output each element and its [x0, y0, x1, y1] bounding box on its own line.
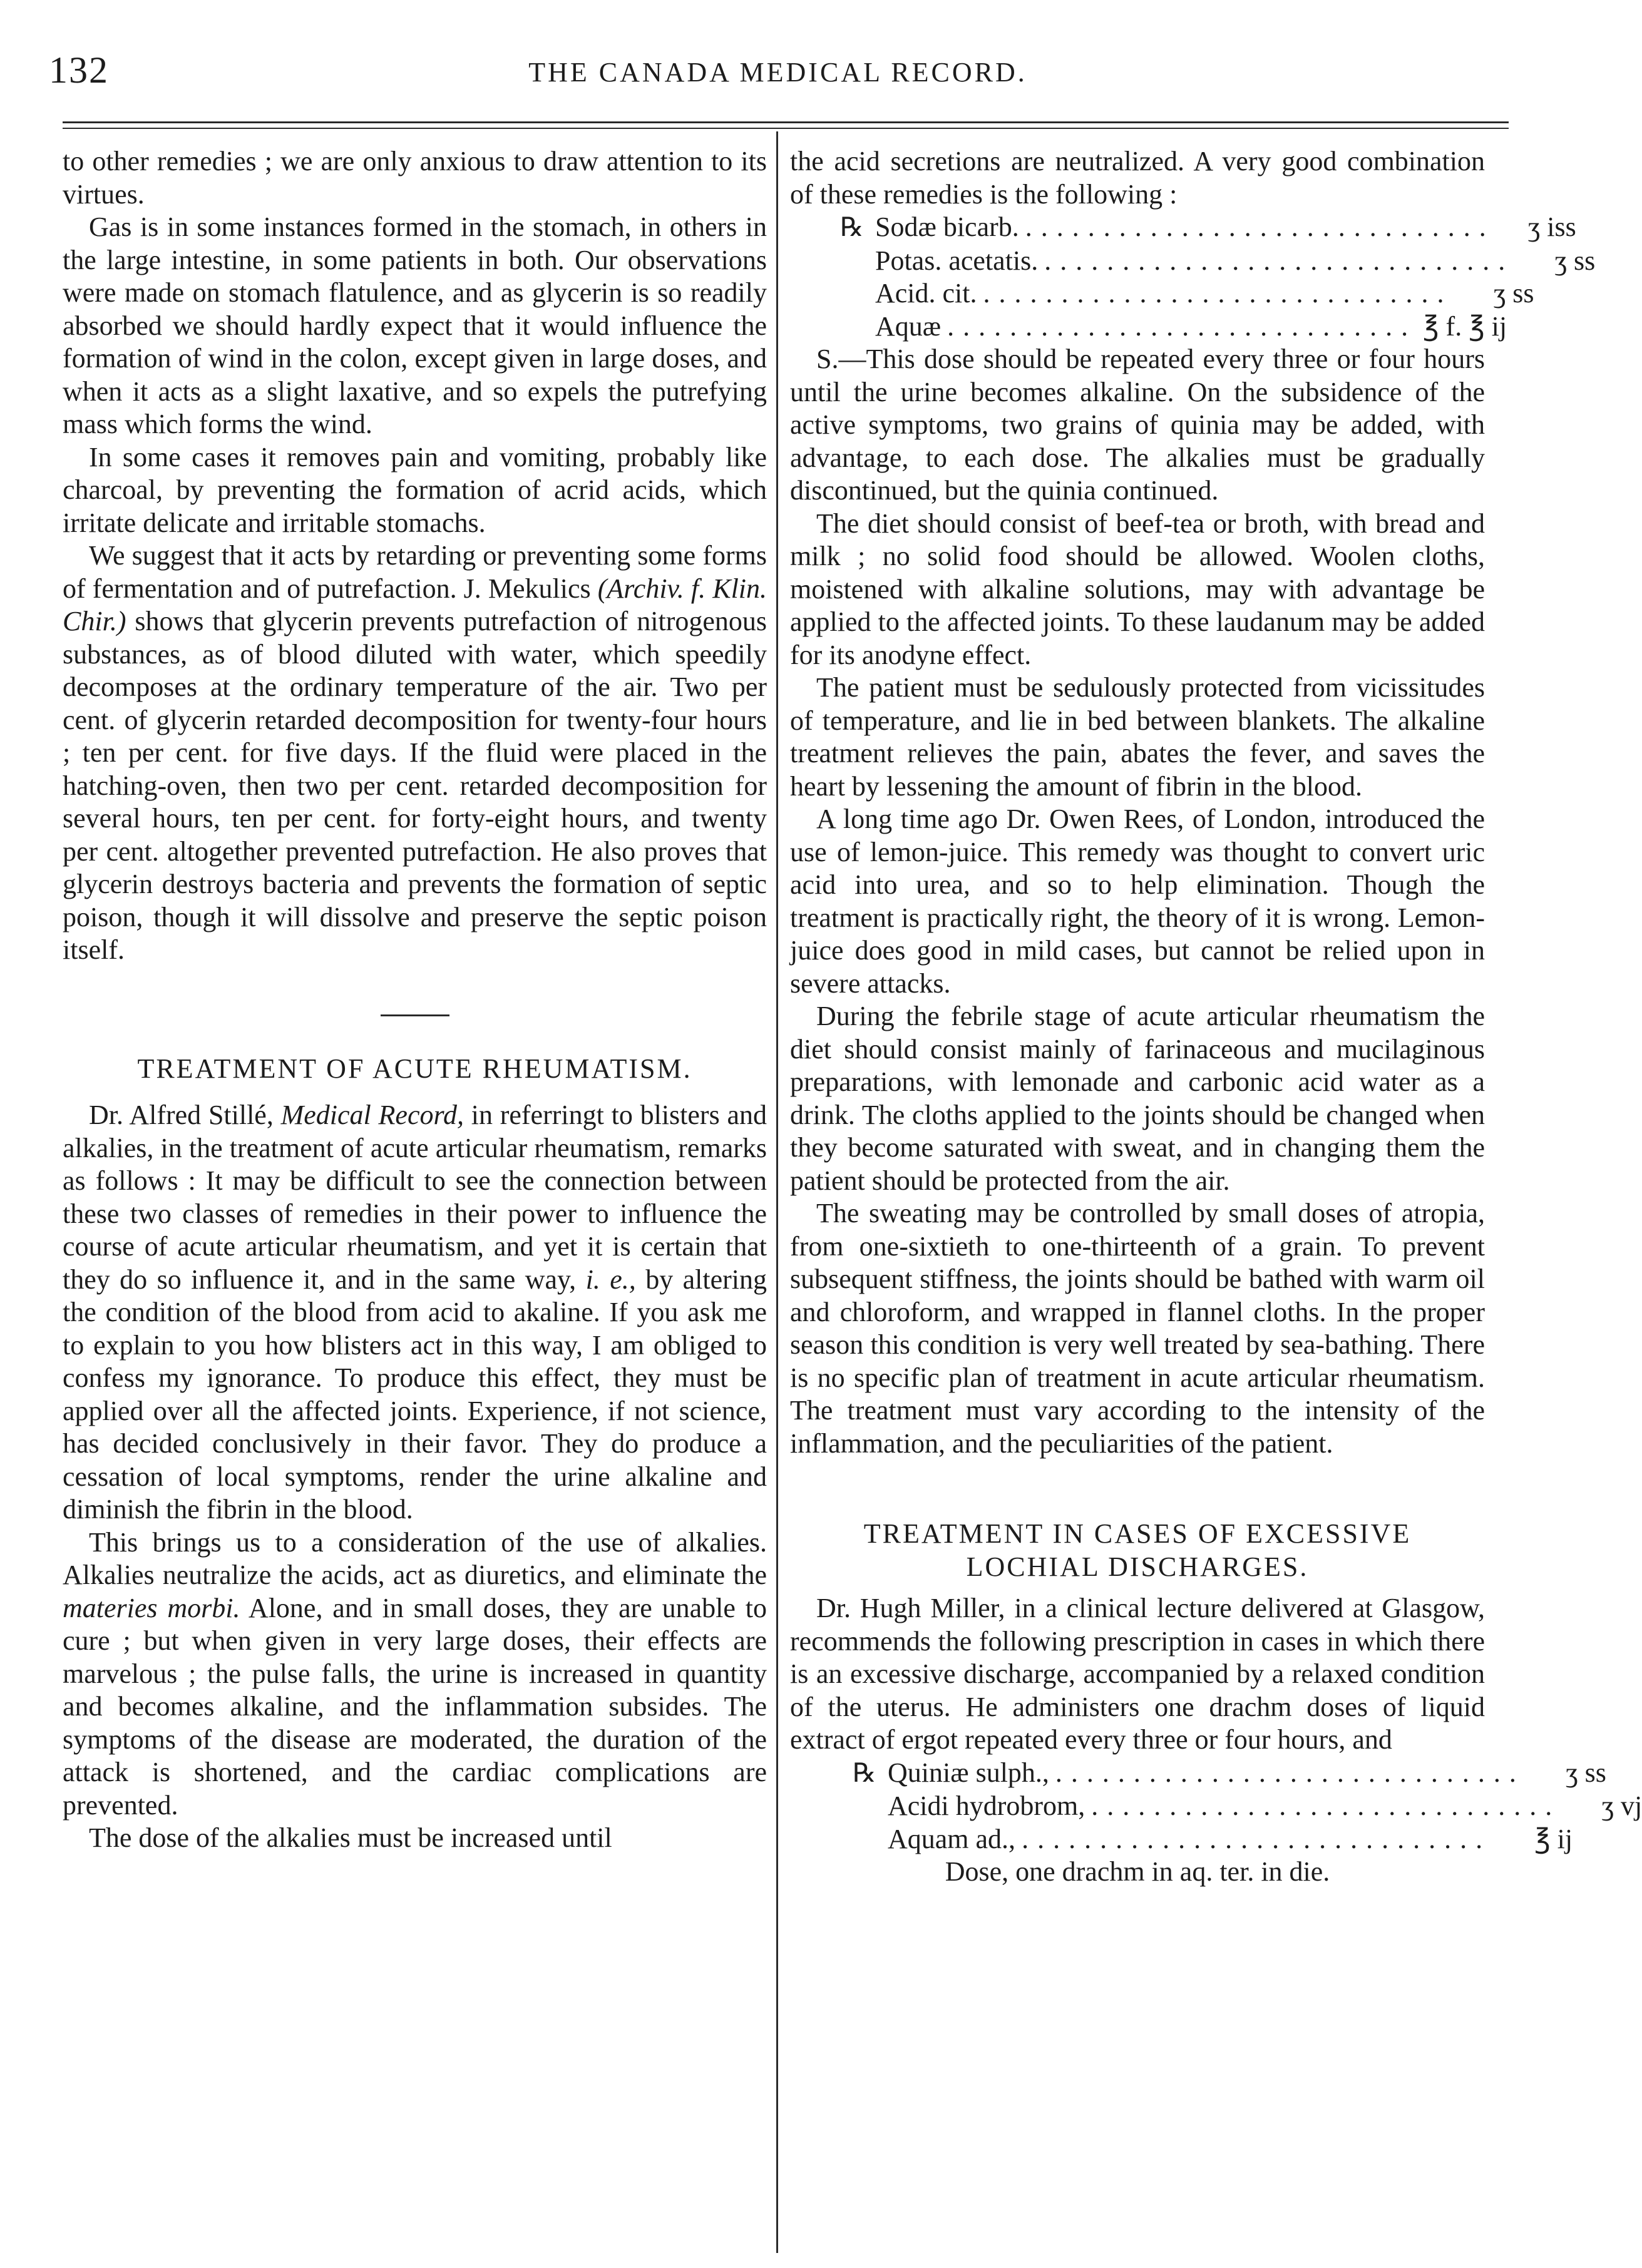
paragraph	[63, 1526, 767, 1822]
drug-quantity: ʒ ss	[1493, 278, 1534, 309]
paragraph: The diet should consist of beef-tea or broth, with bread and milk ; no solid food should be allowed. Woolen cloths, moistened with alkaline solutions, may with advantage be applied to the affected joints. To these laudanum may be added for its anodyne effect.	[790, 508, 1485, 670]
drug-quantity: ʒ iss	[1527, 212, 1576, 242]
text-run: This brings us to a consideration of the use of alkalies. Alkalies neutralize the acids, act as diuretics, and eliminate the	[63, 1526, 767, 1590]
paragraph: A long time ago Dr. Owen Rees, of London, introduced the use of lemon-juice. This remedy was thought to convert uric acid into urea, and so to help elimination. Though the treatment is practically right, the theory of it is wrong. Lemon-juice does good in mild cases, but cannot be relied upon in severe attacks.	[790, 804, 1485, 999]
drug-name: Acid. cit.	[875, 278, 977, 309]
drug-quantity: ʒ vj	[1601, 1790, 1642, 1821]
prescription-line	[840, 277, 1534, 310]
text-run: Dr. Alfred Stillé,	[89, 1100, 274, 1130]
page-header	[0, 49, 1556, 99]
header-rule-thin	[63, 128, 1509, 129]
leader-dots: ..............................	[1091, 1790, 1561, 1821]
text-run: by altering the condition of the blood from acid to akaline. If you ask me to explain to you how blisters act in this way, I am obliged to confess my ignorance. To produce this effect, they must be applied over all the affected joints. Experience, if not science, has decided conclusively in their favor. They do produce a cessation of local symptoms, render the urine alkaline and diminish the fibrin in the blood.	[63, 1264, 767, 1525]
leader-dots: ..............................	[1025, 212, 1495, 242]
paragraph	[63, 1099, 767, 1526]
left-column	[63, 145, 767, 1855]
paragraph	[63, 539, 767, 967]
page-number: 132	[49, 49, 109, 91]
column-divider	[776, 131, 778, 2253]
paragraph: The sweating may be controlled by small doses of atropia, from one-sixtieth to one-thirteenth of a grain. To prevent subsequent stiffness, the joints should be bathed with warm oil and chloroform, and wrapped in flannel cloths. In the proper season this condition is very well treated by sea-bathing. There is no specific plan of treatment in acute articular rheumatism. The treatment must vary according to the intensity of the inflammation, and the peculiarities of the patient.	[790, 1198, 1485, 1459]
right-column	[790, 145, 1642, 1889]
recipe-symbol: ℞	[840, 213, 864, 242]
header-rule	[63, 121, 1509, 123]
text-run: We suggest that it acts by retarding or preventing some forms of fermentation and of putrefaction. J. Mekulics	[63, 540, 767, 604]
drug-quantity: ʒ ss	[1566, 1757, 1606, 1788]
leader-dots: ..............................	[983, 278, 1453, 309]
drug-quantity: ℥ f. ℥ ij	[1423, 310, 1507, 342]
paragraph: The patient must be sedulously protected from vicissitudes of temperature, and lie in bed between blankets. The alkaline treatment relieves the pain, abates the fever, and saves the heart by lessening the amount of fibrin in the blood.	[790, 672, 1485, 802]
leader-dots: ..............................	[1022, 1823, 1492, 1854]
paragraph: Gas is in some instances formed in the stomach, in others in the large intestine, in some patients in both. Our observations were made on stomach flatulence, and as glycerin is so readily absorbed we should hardly expect that it would influence the formation of wind in the colon, except given in large doses, and when it acts as a slight laxative, and so expels the putrefying mass which forms the wind.	[63, 212, 767, 439]
section-heading	[790, 1518, 1485, 1583]
paragraph: the acid secretions are neutralized. A very good combination of these remedies is the following :	[790, 146, 1485, 210]
heading-line: LOCHIAL DISCHARGES.	[966, 1551, 1309, 1582]
paragraph: S.—This dose should be repeated every three or four hours until the urine becomes alkaline. On the subsidence of the active symptoms, two grains of quinia may be added, with advantage, to each dose. The alkalies must be gradually discontinued, but the quinia continued.	[790, 344, 1485, 506]
abbreviation: i. e.,	[585, 1264, 636, 1295]
prescription-line	[840, 310, 1507, 344]
drug-name: Quiniæ sulph.,	[888, 1757, 1049, 1788]
prescription-line	[853, 1757, 1606, 1790]
leader-dots: ..............................	[1055, 1757, 1525, 1788]
heading-line: TREATMENT IN CASES OF EXCESSIVE	[863, 1518, 1412, 1549]
paragraph: The dose of the alkalies must be increased until	[89, 1822, 612, 1853]
text-run: in referringt to blisters and alkalies, in the treatment of acute articular rheumatism, remarks as follows : It may be difficult to see the connection between these two classes of remedies in their power to influence the course of acute articular rheumatism, and yet it is certain that they do so influence it, and in the same way,	[63, 1100, 767, 1295]
paragraph: During the febrile stage of acute articular rheumatism the diet should consist mainly of farinaceous and mucilaginous preparations, with lemonade and carbonic acid water as a drink. The cloths applied to the joints should be changed when they become saturated with sweat, and in changing them the patient should be protected from the air.	[790, 1001, 1485, 1196]
dose-instruction: Dose, one drachm in aq. ter. in die.	[945, 1856, 1330, 1887]
prescription-line	[853, 1823, 1573, 1856]
text-run: shows that glycerin prevents putrefaction of nitrogenous substances, as of blood diluted with water, which speedily decomposes at the ordinary temperature of the air. Two per cent. of glycerin retarded decomposition for twenty-four hours ; ten per cent. for five days. If the fluid were placed in the hatching-oven, then two per cent. retarded decomposition for several hours, ten per cent. for forty-eight hours, and twenty per cent. altogether prevented putrefaction. He also proves that glycerin destroys bacteria and prevents the formation of septic poison, though it will dissolve and preserve the septic poison itself.	[63, 606, 767, 965]
prescription-line	[840, 211, 1576, 245]
paragraph: to other remedies ; we are only anxious to draw attention to its virtues.	[63, 146, 767, 210]
prescription-line	[853, 1790, 1642, 1823]
drug-name: Aquam ad.,	[888, 1823, 1016, 1854]
paragraph: In some cases it removes pain and vomiting, probably like charcoal, by preventing the formation of acrid acids, which irritate delicate and irritable stomachs.	[63, 441, 767, 538]
drug-quantity: ℥ ij	[1534, 1823, 1573, 1854]
drug-name: Acidi hydrobrom,	[888, 1790, 1085, 1821]
drug-name: Potas. acetatis.	[875, 245, 1039, 276]
leader-dots: ..............................	[947, 310, 1417, 342]
citation: (Archiv. f. Klin. Chir.)	[63, 573, 767, 636]
running-title: THE CANADA MEDICAL RECORD.	[528, 57, 1027, 88]
text-run: Alone, and in small doses, they are unable to cure ; but when given in very large doses, their effects are marvelous ; the pulse falls, the urine is increased in quantity and becomes alkaline, and the inflammation subsides. The symptoms of the disease are moderated, the duration of the attack is shortened, and the cardiac complications are prevented.	[63, 1592, 767, 1821]
leader-dots: ..............................	[1044, 245, 1514, 276]
prescription	[790, 211, 1596, 343]
prescription	[790, 1757, 1642, 1856]
drug-name: Aquæ	[875, 310, 942, 342]
section-heading: TREATMENT OF ACUTE RHEUMATISM.	[137, 1053, 692, 1084]
prescription-line	[840, 245, 1596, 278]
paragraph: Dr. Hugh Miller, in a clinical lecture delivered at Glasgow, recommends the following prescription in cases in which there is an excessive discharge, accompanied by a relaxed condition of the uterus. He administers one drachm doses of liquid extract of ergot repeated every three or four hours, and	[790, 1593, 1485, 1755]
recipe-symbol: ℞	[853, 1759, 876, 1788]
drug-name: Sodæ bicarb.	[875, 212, 1019, 242]
drug-quantity: ʒ ss	[1554, 245, 1596, 276]
latin-term: materies morbi.	[63, 1592, 240, 1623]
citation: Medical Record,	[280, 1100, 464, 1130]
